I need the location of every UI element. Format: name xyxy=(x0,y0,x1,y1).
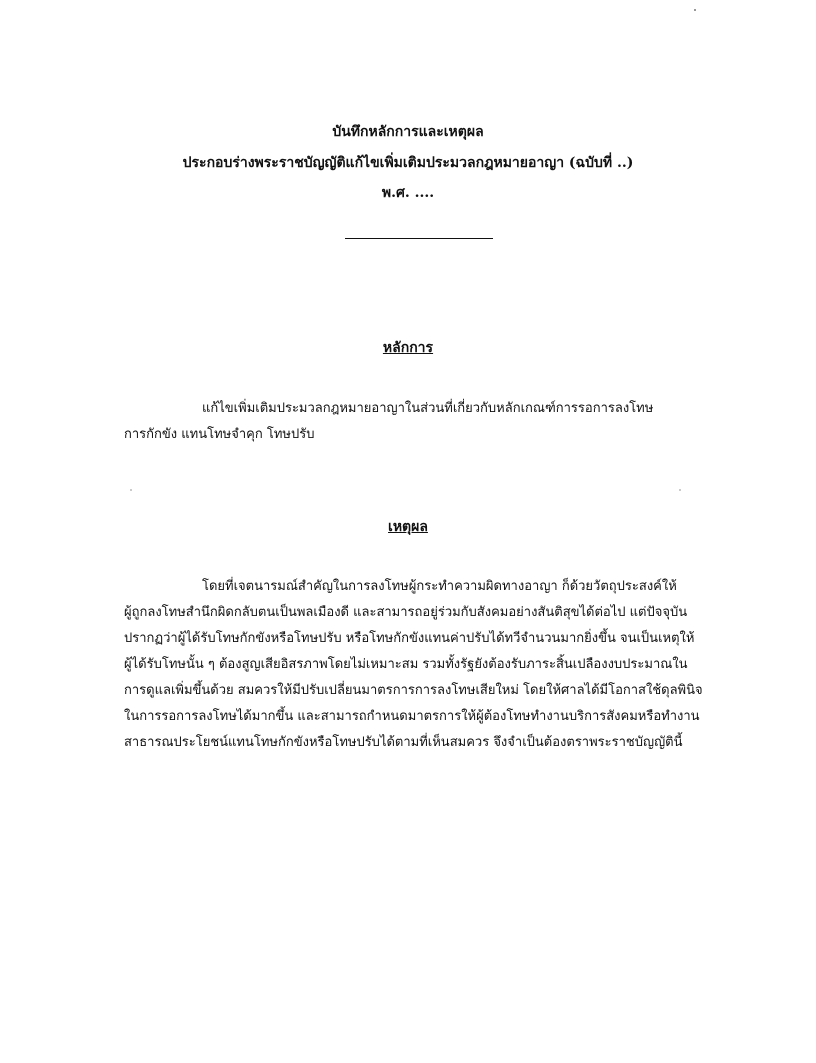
reason-line: ในการรอการลงโทษได้มากขึ้น และสามารถกำหนดมาตรการให้ผู้ต้องโทษทำงานบริการสังคมหรือทำงาน xyxy=(124,709,700,724)
scan-speck xyxy=(694,9,696,11)
scan-speck xyxy=(130,489,132,491)
document-header xyxy=(0,121,816,204)
reason-line: ผู้ถูกลงโทษสำนึกผิดกลับตนเป็นพลเมืองดี และสามารถอยู่ร่วมกับสังคมอย่างสันติสุขได้ต่อไป แต่ปัจจุบัน xyxy=(124,605,688,620)
reason-line: การดูแลเพิ่มขึ้นด้วย สมควรให้มีปรับเปลี่ยนมาตรการการลงโทษเสียใหม่ โดยให้ศาลได้มีโอกาสใช้ดุลพินิจ xyxy=(124,683,703,698)
principle-heading: หลักการ xyxy=(382,340,434,356)
reason-heading: เหตุผล xyxy=(388,519,428,535)
document-title: บันทึกหลักการและเหตุผล xyxy=(332,124,484,140)
reason-line: ผู้ได้รับโทษนั้น ๆ ต้องสูญเสียอิสรภาพโดยไม่เหมาะสม รวมทั้งรัฐยังต้องรับภาระสิ้นเปลืองงบประมาณใน xyxy=(124,657,688,672)
reason-line: โดยที่เจตนารมณ์สำคัญในการลงโทษผู้กระทำความผิดทางอาญา ก็ด้วยวัตถุประสงค์ให้ xyxy=(202,579,677,594)
principle-line: การกักขัง แทนโทษจำคุก โทษปรับ xyxy=(124,427,315,442)
principle-paragraph xyxy=(124,396,726,448)
scan-speck xyxy=(679,489,681,491)
document-subtitle: ประกอบร่างพระราชบัญญัติแก้ไขเพิ่มเติมประมวลกฎหมายอาญา (ฉบับที่ ..) xyxy=(182,155,634,171)
reason-line: สาธารณประโยชน์แทนโทษกักขังหรือโทษปรับได้ตามที่เห็นสมควร จึงจำเป็นต้องตราพระราชบัญญัตินี้ xyxy=(124,735,683,750)
principle-line: แก้ไขเพิ่มเติมประมวลกฎหมายอาญาในส่วนที่เกี่ยวกับหลักเกณฑ์การรอการลงโทษ xyxy=(202,401,654,416)
header-divider xyxy=(345,238,493,239)
reason-paragraph xyxy=(124,574,726,756)
reason-line: ปรากฏว่าผู้ได้รับโทษกักขังหรือโทษปรับ หรือโทษกักขังแทนค่าปรับได้ทวีจำนวนมากยิ่งขึ้น จนเป็นเหตุให้ xyxy=(124,631,695,646)
document-year: พ.ศ. .... xyxy=(381,185,435,201)
